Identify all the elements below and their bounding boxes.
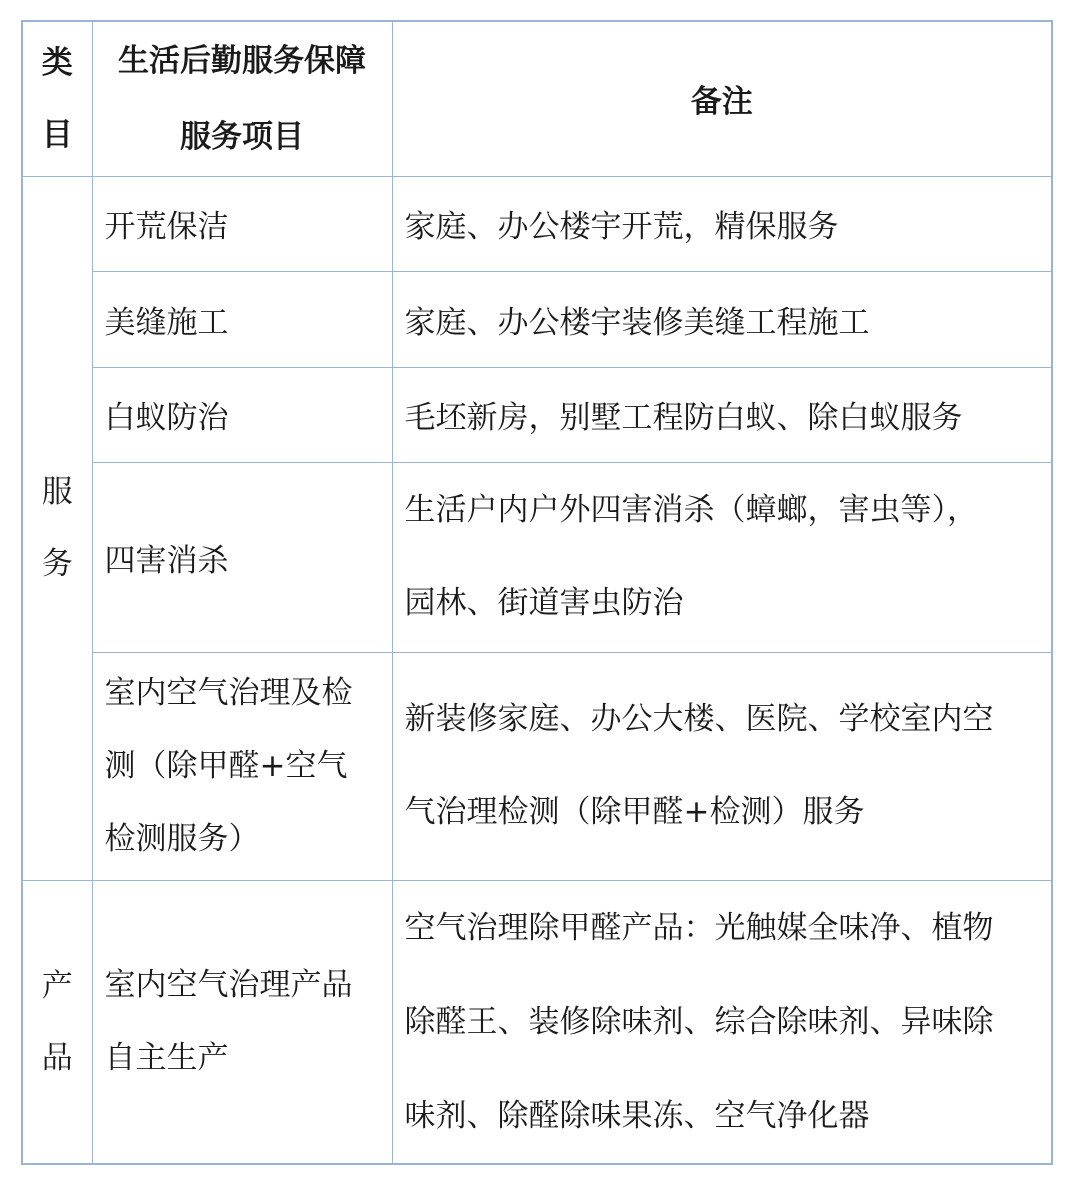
category-char: 服 <box>41 474 73 510</box>
table-row <box>22 462 1052 652</box>
note-line: 园林、街道害虫防治 <box>404 585 684 621</box>
note-cell <box>392 462 1052 652</box>
table-row <box>22 880 1052 1164</box>
item-cell: 开荒保洁 <box>92 176 392 271</box>
note-line: 除醛王、装修除味剂、综合除味剂、异味除 <box>404 1003 994 1040</box>
note-line: 味剂、除醛除味果冻、空气净化器 <box>404 1097 870 1134</box>
item-line: 室内空气治理产品 <box>104 966 353 1003</box>
note-cell <box>392 652 1052 880</box>
table-row <box>22 271 1052 367</box>
note-cell: 家庭、办公楼宇装修美缝工程施工 <box>392 271 1052 367</box>
note-cell: 毛坯新房，别墅工程防白蚁、除白蚁服务 <box>392 367 1052 462</box>
note-line: 生活户内户外四害消杀（蟑螂，害虫等）， <box>404 492 978 528</box>
table-row <box>22 367 1052 462</box>
service-table <box>21 20 1053 1165</box>
category-service <box>22 176 92 880</box>
item-line: 自主生产 <box>104 1039 229 1076</box>
item-line: 室内空气治理及检 <box>104 674 353 711</box>
item-cell: 白蚁防治 <box>92 367 392 462</box>
header-item-line1: 生活后勤服务保障 <box>118 42 366 79</box>
header-note: 备注 <box>392 21 1052 176</box>
category-char: 品 <box>41 1039 73 1076</box>
category-char: 务 <box>41 546 73 582</box>
item-line: 测（除甲醛+空气 <box>104 747 348 784</box>
note-line: 气治理检测（除甲醛+检测）服务 <box>404 794 865 830</box>
item-cell: 四害消杀 <box>92 462 392 652</box>
item-cell <box>92 880 392 1164</box>
header-item-line2: 服务项目 <box>180 118 304 155</box>
header-item <box>92 21 392 176</box>
category-char: 产 <box>41 967 73 1004</box>
item-cell: 美缝施工 <box>92 271 392 367</box>
note-cell: 家庭、办公楼宇开荒，精保服务 <box>392 176 1052 271</box>
item-cell <box>92 652 392 880</box>
note-line: 新装修家庭、办公大楼、医院、学校室内空 <box>404 701 994 737</box>
category-product <box>22 880 92 1164</box>
note-line: 空气治理除甲醛产品：光触媒全味净、植物 <box>404 909 994 946</box>
header-row <box>22 21 1052 176</box>
item-line: 检测服务） <box>104 820 260 857</box>
header-category-line2: 目 <box>41 116 73 153</box>
table-row <box>22 652 1052 880</box>
table-row <box>22 176 1052 271</box>
header-category-line1: 类 <box>41 44 73 81</box>
header-category <box>22 21 92 176</box>
note-cell <box>392 880 1052 1164</box>
